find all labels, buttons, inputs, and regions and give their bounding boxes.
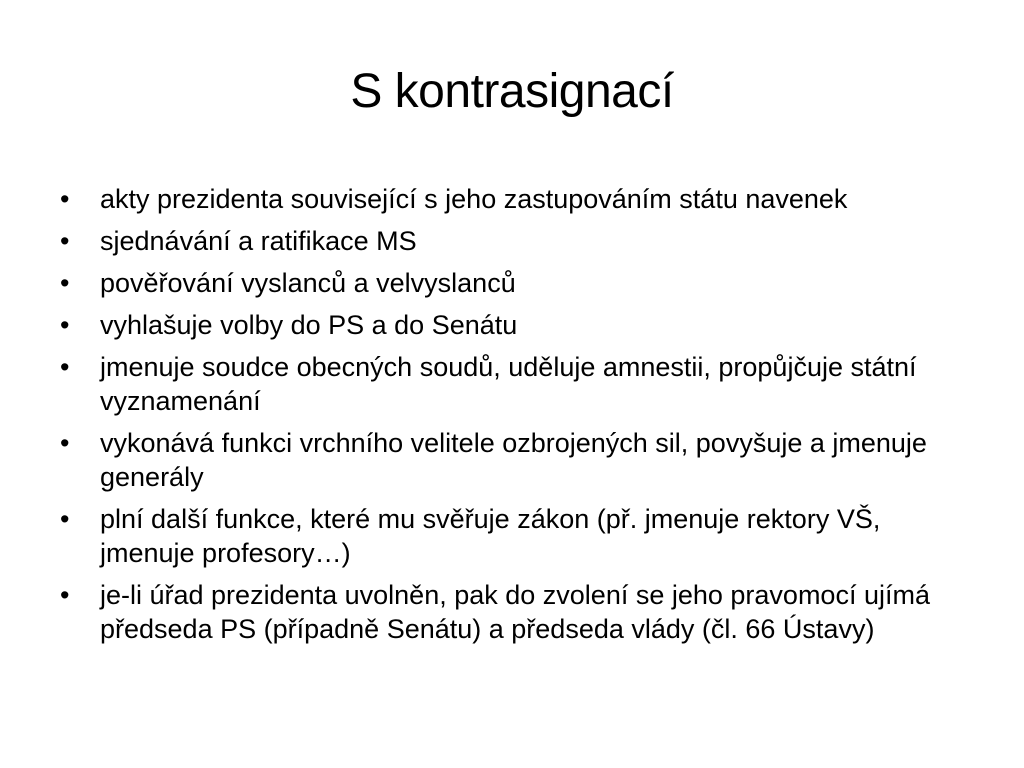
list-item <box>60 224 970 258</box>
list-item <box>60 426 970 494</box>
list-item-text: pověřování vyslanců a velvyslanců <box>100 268 516 298</box>
list-item <box>60 266 970 300</box>
list-item <box>60 578 970 646</box>
bullet-icon: • <box>60 226 70 256</box>
bullet-icon: • <box>60 428 70 458</box>
list-item-text: akty prezidenta související s jeho zastupováním státu navenek <box>100 184 848 214</box>
bullet-icon: • <box>60 580 70 610</box>
bullet-icon: • <box>60 504 70 534</box>
bullet-icon: • <box>60 310 70 340</box>
list-item-text: plní další funkce, které mu svěřuje zákon (př. jmenuje rektory VŠ, jmenuje profesory…) <box>100 504 881 568</box>
list-item <box>60 502 970 570</box>
bullet-list <box>60 182 970 654</box>
list-item <box>60 182 970 216</box>
list-item-text: je-li úřad prezidenta uvolněn, pak do zvolení se jeho pravomocí ujímá předseda PS (případně Senátu) a předseda vlády (čl. 66 Ústavy) <box>100 580 930 644</box>
bullet-icon: • <box>60 184 70 214</box>
slide-title: S kontrasignací <box>350 65 674 118</box>
bullet-icon: • <box>60 268 70 298</box>
list-item-text: vyhlašuje volby do PS a do Senátu <box>100 310 518 340</box>
list-item-text: vykonává funkci vrchního velitele ozbrojených sil, povyšuje a jmenuje generály <box>100 428 927 492</box>
list-item-text: jmenuje soudce obecných soudů, uděluje amnestii, propůjčuje státní vyznamenání <box>100 352 917 416</box>
list-item-text: sjednávání a ratifikace MS <box>100 226 417 256</box>
list-item <box>60 308 970 342</box>
list-item <box>60 350 970 418</box>
bullet-icon: • <box>60 352 70 382</box>
